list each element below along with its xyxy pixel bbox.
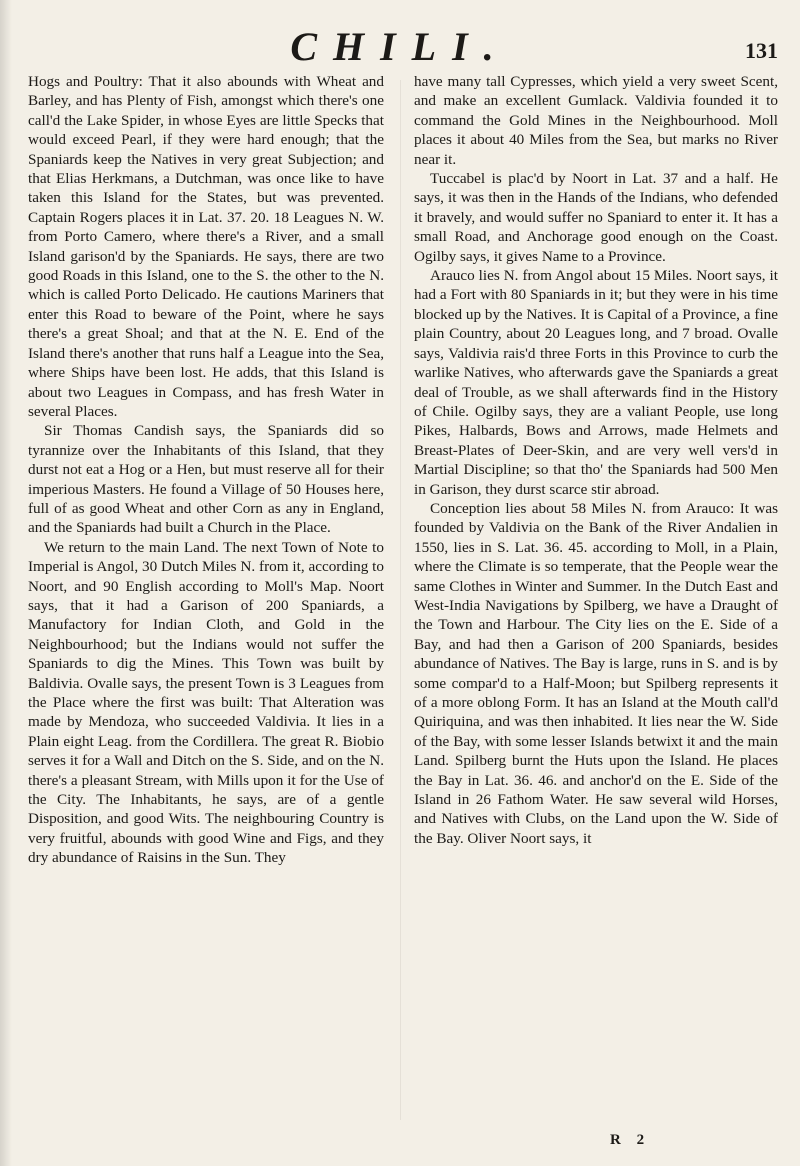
signature-mark: R 2 [610, 1132, 651, 1148]
paragraph: Tuccabel is plac'd by Noort in Lat. 37 and a half. He says, it was then in the Hands of the Indians, who defended it bravely, and would suffer no Spaniard to enter it. It has a small Road, and Anchorage good enough on the Coast. Ogilby says, it gives Name to a Province. [414, 170, 778, 265]
right-column [414, 72, 778, 848]
page-header [0, 22, 800, 72]
running-head: CHILI. [290, 24, 510, 69]
paragraph: Sir Thomas Candish says, the Spaniards did so tyrannize over the Inhabitants of this Island, that they durst not eat a Hog or a Hen, but must reserve all for their imperious Masters. He found a Village of 50 Houses here, full of as good Wheat and other Corn as any in England, and the Spaniards had built a Church in the Place. [28, 422, 384, 537]
paragraph: Arauco lies N. from Angol about 15 Miles. Noort says, it had a Fort with 80 Spaniards in it; but they were in his time blocked up by the Natives. It is Capital of a Province, a fine plain Country, about 20 Leagues long, and 7 broad. Ovalle says, Valdivia rais'd three Forts in this Province to curb the warlike Natives, who afterwards gave the Spaniards a great deal of Trouble, as we shall afterwards find in the History of Chile. Ogilby says, they are a valiant People, use long Pikes, Halbards, Bows and Arrows, made Helmets and Breast-Plates of Deer-Skin, and are very well vers'd in Martial Discipline; so that tho' the Spaniards had 500 Men in Garison, they durst scarce stir abroad. [414, 267, 778, 498]
paragraph: have many tall Cypresses, which yield a very sweet Scent, and make an excellent Gumlack. Valdivia founded it to command the Gold Mines in the Neighbourhood. Moll places it about 40 Miles from the Sea, but marks no River near it. [414, 73, 778, 168]
paragraph: Conception lies about 58 Miles N. from Arauco: It was founded by Valdivia on the Bank of the River Andalien in 1550, lies in S. Lat. 36. 45. according to Moll, in a Plain, where the Climate is so temperate, that the People wear the same Clothes in Winter and Summer. In the Dutch East and West-India Navigations by Spilberg, we have a Draught of the Town and Harbour. The City lies on the E. Side of a Bay, and had then a Garison of 200 Spaniards, besides abundance of Natives. The Bay is large, runs in S. and is by some compar'd to a Half-Moon; but Spilberg represents it of a more oblong Form. It has an Island at the Mouth call'd Quiriquina, and was then inhabited. It lies near the W. Side of the Bay, with some lesser Islands betwixt it and the main Land. Spilberg burnt the Huts upon the Island. He places the Bay in Lat. 36. 46. and anchor'd on the E. Side of the Island in 26 Fathom Water. He saw several wild Horses, and Natives with Clubs, on the Land upon the W. Side of the Bay. Oliver Noort says, it [414, 499, 778, 847]
column-divider [400, 80, 401, 1120]
paragraph: We return to the main Land. The next Town of Note to Imperial is Angol, 30 Dutch Miles N. from it, according to Noort, and 90 English according to Moll's Map. Noort says, that it had a Garison of 200 Spaniards, a Manufactory for Indian Cloth, and Gold in the Neighbourhood; but the Indians would not suffer the Spaniards to dig the Mines. This Town was built by Baldivia. Ovalle says, the present Town is 3 Leagues from the Place where the first was built: That Alteration was made by Mendoza, who succeeded Valdivia. It lies in a Plain eight Leag. from the Cordillera. The great R. Biobio serves it for a Wall and Ditch on the S. Side, and on the N. there's a pleasant Stream, with Mills upon it for the Use of the City. The Inhabitants, he says, are of a gentle Disposition, and good Wits. The neighbouring Country is very fruitful, abounds with good Wine and Figs, and they dry abundance of Raisins in the Sun. They [28, 538, 384, 867]
left-column [28, 72, 384, 868]
paragraph: Hogs and Poultry: That it also abounds with Wheat and Barley, and has Plenty of Fish, amongst which there's one call'd the Lake Spider, in whose Eyes are little Specks that would exceed Pearl, if they were hard enough; that the Spaniards keep the Natives in very great Subjection; and that Elias Herkmans, a Dutchman, was once like to have taken this Island for the States, but was prevented. Captain Rogers places it in Lat. 37. 20. 18 Leagues N. W. from Porto Camero, where there's a River, and a small Island garison'd by the Spaniards. He says, there are two good Roads in this Island, one to the S. the other to the N. which is called Porto Delicado. He cautions Mariners that enter this Road to beware of the Point, where he says there's a great Shoal; and that at the N. E. End of the Island there's another that runs half a League into the Sea, where Ships have been lost. He adds, that this Island is about two Leagues in Compass, and has fresh Water in several Places. [28, 73, 384, 420]
page-number: 131 [745, 38, 778, 63]
page-edge-shadow [0, 0, 12, 1166]
